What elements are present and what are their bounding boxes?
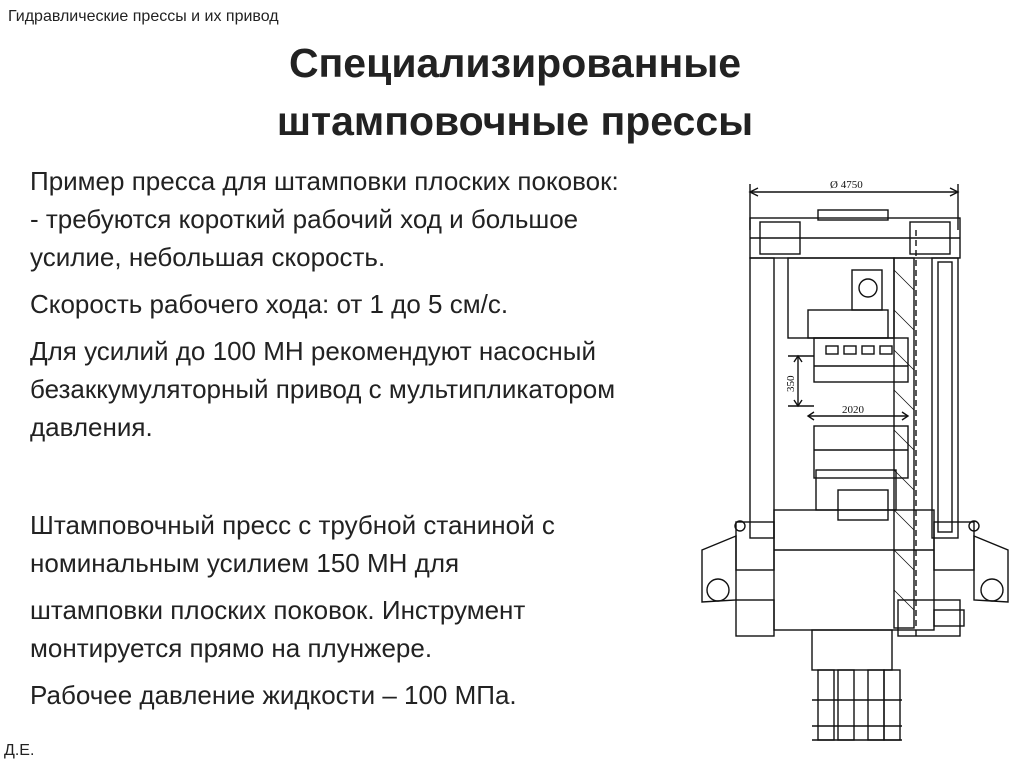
paragraph-example-line-2: - требуются короткий рабочий ход и большое — [30, 204, 579, 234]
paragraph-example — [30, 162, 750, 276]
right-column — [932, 258, 958, 538]
paragraph-speed: Скорость рабочего хода: от 1 до 5 см/с. — [30, 289, 509, 319]
paragraph-press-line-1: Штамповочный пресс с трубной станиной с — [30, 510, 555, 540]
paragraph-drive — [30, 332, 750, 446]
return-cylinder — [812, 630, 892, 670]
footer-initials: Д.Е. — [4, 742, 35, 759]
lower-crosshead — [774, 510, 934, 630]
paragraph-example-line-3: усилие, небольшая скорость. — [30, 242, 386, 272]
paragraph-tool-line-2: монтируется прямо на плунжере. — [30, 633, 433, 663]
paragraph-tool — [30, 591, 750, 667]
dim-label-width: 2020 — [842, 404, 864, 416]
dim-label-height: 350 — [785, 375, 797, 392]
paragraph-example-line-1: Пример пресса для штамповки плоских поковок: — [30, 166, 619, 196]
paragraph-tool-line-1: штамповки плоских поковок. Инструмент — [30, 595, 526, 625]
paragraph-press-line-2: номинальным усилием 150 МН для — [30, 548, 460, 578]
page-title — [120, 34, 910, 150]
paragraph-pressure: Рабочее давление жидкости – 100 МПа. — [30, 680, 517, 710]
paragraph-press — [30, 506, 750, 582]
paragraph-drive-line-1: Для усилий до 100 МН рекомендуют насосный — [30, 336, 596, 366]
header-caption: Гидравлические прессы и их привод — [8, 8, 279, 25]
body-text — [30, 162, 750, 723]
title-line-2: штамповочные прессы — [276, 98, 754, 144]
left-column — [750, 258, 774, 538]
press-technical-drawing — [688, 170, 1024, 767]
title-line-1: Специализированные — [288, 40, 742, 86]
paragraph-drive-line-2: безаккумуляторный привод с мультипликатором — [30, 374, 616, 404]
dim-label-top: Ø 4750 — [830, 179, 863, 191]
paragraph-drive-line-3: давления. — [30, 412, 153, 442]
press-drawing-svg — [688, 170, 1024, 767]
